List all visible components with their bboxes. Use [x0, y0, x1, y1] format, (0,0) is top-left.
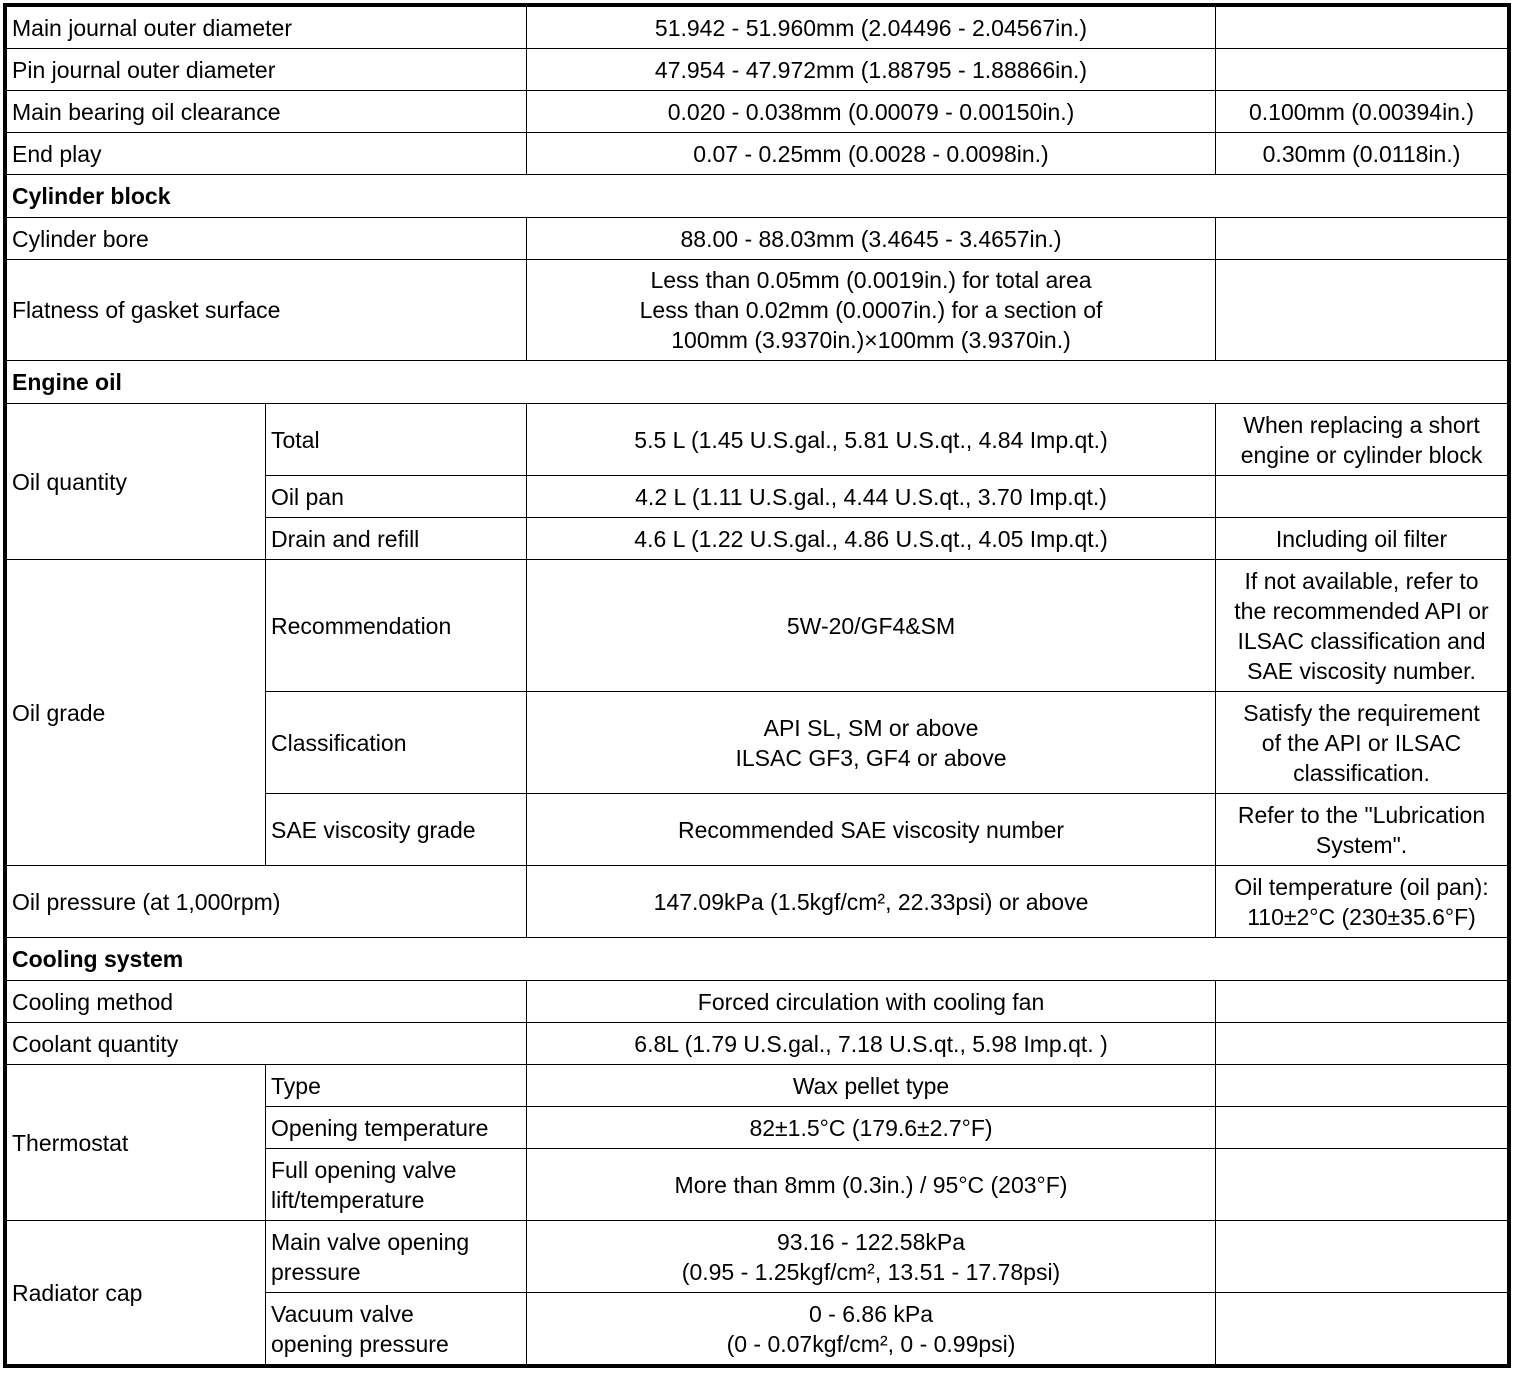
- spec-limit: [1216, 1023, 1508, 1065]
- spec-limit: [1216, 260, 1508, 361]
- note-line: When replacing a short: [1243, 411, 1480, 438]
- table-row: [7, 981, 1508, 1023]
- spec-group-label: Oil grade: [7, 560, 266, 866]
- table-row: [7, 260, 1508, 361]
- spec-group-label: Oil quantity: [7, 404, 266, 560]
- spec-value: [527, 692, 1216, 794]
- note-line: the recommended API or: [1234, 597, 1489, 624]
- spec-sublabel: Classification: [266, 692, 527, 794]
- spec-note: [1216, 476, 1508, 518]
- spec-value: 51.942 - 51.960mm (2.04496 - 2.04567in.): [527, 7, 1216, 49]
- spec-value: 5.5 L (1.45 U.S.gal., 5.81 U.S.qt., 4.84 Imp.qt.): [527, 404, 1216, 476]
- section-row: [7, 938, 1508, 981]
- spec-label: Oil pressure (at 1,000rpm): [7, 866, 527, 938]
- note-line: ILSAC classification and: [1237, 627, 1486, 654]
- table-row: [7, 133, 1508, 175]
- spec-sublabel: [266, 1293, 527, 1365]
- spec-limit: [1216, 49, 1508, 91]
- value-line: (0.95 - 1.25kgf/cm², 13.51 - 17.78psi): [681, 1258, 1061, 1285]
- spec-value: 6.8L (1.79 U.S.gal., 7.18 U.S.qt., 5.98 Imp.qt. ): [527, 1023, 1216, 1065]
- note-line: classification.: [1293, 759, 1430, 786]
- sublabel-line: pressure: [271, 1258, 361, 1285]
- table-row: [7, 7, 1508, 49]
- spec-value: 82±1.5°C (179.6±2.7°F): [527, 1107, 1216, 1149]
- note-line: 110±2°C (230±35.6°F): [1247, 903, 1476, 930]
- spec-label: Pin journal outer diameter: [7, 49, 527, 91]
- spec-limit: [1216, 1221, 1508, 1293]
- spec-limit: [1216, 7, 1508, 49]
- table-row: [7, 560, 1508, 692]
- note-line: Satisfy the requirement: [1243, 699, 1480, 726]
- spec-note: [1216, 404, 1508, 476]
- spec-note: Including oil filter: [1216, 518, 1508, 560]
- spec-note: [1216, 866, 1508, 938]
- value-line: ILSAC GF3, GF4 or above: [735, 744, 1007, 771]
- spec-sublabel: [266, 1149, 527, 1221]
- spec-value: 147.09kPa (1.5kgf/cm², 22.33psi) or above: [527, 866, 1216, 938]
- spec-value: Forced circulation with cooling fan: [527, 981, 1216, 1023]
- spec-label: Main journal outer diameter: [7, 7, 527, 49]
- sublabel-line: lift/temperature: [271, 1186, 425, 1213]
- spec-label: Cooling method: [7, 981, 527, 1023]
- spec-label: Coolant quantity: [7, 1023, 527, 1065]
- spec-sublabel: Drain and refill: [266, 518, 527, 560]
- spec-value: [527, 260, 1216, 361]
- spec-sublabel: Type: [266, 1065, 527, 1107]
- spec-sublabel: Recommendation: [266, 560, 527, 692]
- value-line: 100mm (3.9370in.)×100mm (3.9370in.): [671, 327, 1071, 353]
- note-line: If not available, refer to: [1244, 567, 1479, 594]
- spec-limit: [1216, 1293, 1508, 1365]
- spec-value: Recommended SAE viscosity number: [527, 794, 1216, 866]
- section-row: [7, 361, 1508, 404]
- sublabel-line: opening pressure: [271, 1330, 449, 1357]
- spec-value: Wax pellet type: [527, 1065, 1216, 1107]
- spec-limit: [1216, 1065, 1508, 1107]
- spec-value: 88.00 - 88.03mm (3.4645 - 3.4657in.): [527, 218, 1216, 260]
- table-row: [7, 404, 1508, 476]
- table-row: [7, 1023, 1508, 1065]
- note-line: SAE viscosity number.: [1247, 657, 1476, 684]
- value-line: API SL, SM or above: [763, 714, 979, 741]
- spec-value: More than 8mm (0.3in.) / 95°C (203°F): [527, 1149, 1216, 1221]
- section-heading-cooling-system: Cooling system: [7, 938, 1508, 981]
- spec-value: 0.020 - 0.038mm (0.00079 - 0.00150in.): [527, 91, 1216, 133]
- note-line: of the API or ILSAC: [1261, 729, 1462, 756]
- note-line: Oil temperature (oil pan):: [1234, 873, 1489, 900]
- spec-sublabel: [266, 1221, 527, 1293]
- sublabel-line: Main valve opening: [271, 1228, 470, 1255]
- table-row: [7, 1065, 1508, 1107]
- table-row: [7, 91, 1508, 133]
- spec-label: Flatness of gasket surface: [7, 260, 527, 361]
- spec-sublabel: Total: [266, 404, 527, 476]
- section-heading-cylinder-block: Cylinder block: [7, 175, 1508, 218]
- value-line: 0 - 6.86 kPa: [809, 1300, 934, 1327]
- spec-limit: [1216, 218, 1508, 260]
- spec-label: Main bearing oil clearance: [7, 91, 527, 133]
- spec-value: 47.954 - 47.972mm (1.88795 - 1.88866in.): [527, 49, 1216, 91]
- spec-note: [1216, 794, 1508, 866]
- table-row: [7, 1221, 1508, 1293]
- note-line: Refer to the "Lubrication: [1237, 801, 1486, 828]
- spec-limit: [1216, 1149, 1508, 1221]
- spec-limit: [1216, 1107, 1508, 1149]
- value-line: Less than 0.05mm (0.0019in.) for total area: [650, 267, 1092, 293]
- spec-label: Cylinder bore: [7, 218, 527, 260]
- note-line: System".: [1315, 831, 1408, 858]
- spec-label: End play: [7, 133, 527, 175]
- section-row: [7, 175, 1508, 218]
- section-heading-engine-oil: Engine oil: [7, 361, 1508, 404]
- spec-value: 0.07 - 0.25mm (0.0028 - 0.0098in.): [527, 133, 1216, 175]
- sublabel-line: Full opening valve: [271, 1156, 457, 1183]
- value-line: Less than 0.02mm (0.0007in.) for a section of: [639, 297, 1103, 323]
- spec-value: 4.6 L (1.22 U.S.gal., 4.86 U.S.qt., 4.05 Imp.qt.): [527, 518, 1216, 560]
- spec-value: 5W-20/GF4&SM: [527, 560, 1216, 692]
- spec-value: [527, 1293, 1216, 1365]
- spec-sublabel: Opening temperature: [266, 1107, 527, 1149]
- sublabel-line: Vacuum valve: [271, 1300, 414, 1327]
- table-row: [7, 49, 1508, 91]
- note-line: engine or cylinder block: [1240, 441, 1483, 468]
- spec-value: [527, 1221, 1216, 1293]
- spec-limit: [1216, 981, 1508, 1023]
- spec-group-label: Thermostat: [7, 1065, 266, 1221]
- spec-sublabel: SAE viscosity grade: [266, 794, 527, 866]
- spec-limit: 0.100mm (0.00394in.): [1216, 91, 1508, 133]
- spec-limit: 0.30mm (0.0118in.): [1216, 133, 1508, 175]
- value-line: (0 - 0.07kgf/cm², 0 - 0.99psi): [726, 1330, 1016, 1357]
- spec-sublabel: Oil pan: [266, 476, 527, 518]
- table-row: [7, 218, 1508, 260]
- spec-group-label: Radiator cap: [7, 1221, 266, 1365]
- spec-note: [1216, 692, 1508, 794]
- table-row: [7, 866, 1508, 938]
- value-line: 93.16 - 122.58kPa: [777, 1228, 965, 1255]
- spec-value: 4.2 L (1.11 U.S.gal., 4.44 U.S.qt., 3.70 Imp.qt.): [527, 476, 1216, 518]
- specification-table: [6, 6, 1508, 1365]
- spec-note: [1216, 560, 1508, 692]
